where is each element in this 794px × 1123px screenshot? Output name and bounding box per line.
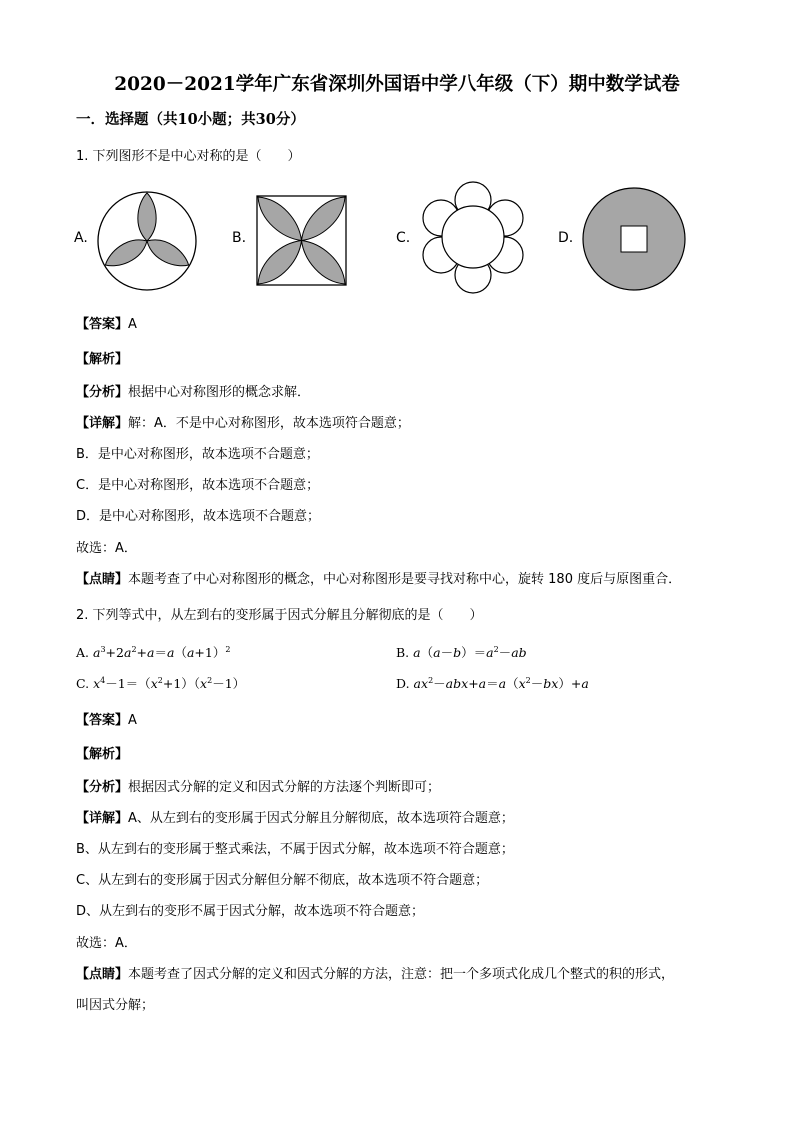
q2-stem: 2. 下列等式中，从左到右的变形属于因式分解且分解彻底的是（ ） [76, 608, 483, 623]
q1-figure-d [582, 187, 686, 291]
q1-figure-a [96, 190, 198, 292]
q2-line-5: D、从左到右的变形不属于因式分解，故本选项不符合题意； [76, 904, 425, 919]
q2-answer-line [76, 709, 137, 728]
q1-line-3: B．是中心对称图形，故本选项不合题意； [76, 447, 319, 462]
q2-option-b: B. $a(a-b)=a^2-ab$ [396, 645, 527, 660]
q1-analysis-tag: 【解析】 [76, 352, 129, 367]
q1-answer-line [76, 313, 137, 332]
q2-line-6: 故选：A． [76, 936, 137, 951]
q1-option-a-label: A. [74, 230, 88, 246]
q1-line-1: 【分析】根据中心对称图形的概念求解． [76, 385, 311, 400]
q2-analysis-tag: 【解析】 [76, 747, 129, 762]
q2-line-2: 【详解】A、从左到右的变形属于因式分解且分解彻底，故本选项符合题意； [76, 811, 514, 826]
q1-answer-value: A [128, 317, 137, 332]
page-title: 2020－2021学年广东省深圳外国语中学八年级（下）期中数学试卷 [114, 74, 680, 95]
q2-line-8: 叫因式分解； [76, 998, 155, 1013]
q1-figure-c [418, 181, 528, 295]
q1-line-5: D．是中心对称图形，故本选项不合题意； [76, 509, 321, 524]
q1-option-b-label: B. [232, 230, 247, 246]
q1-line-7: 【点睛】本题考查了中心对称图形的概念，中心对称图形是要寻找对称中心，旋转 180 度后与原图重合． [76, 572, 682, 587]
q1-line-4: C．是中心对称图形，故本选项不合题意； [76, 478, 320, 493]
q2-option-c: C. $x^4-1=(x^2+1)(x^2-1)$ [76, 676, 246, 691]
q2-line-3: B、从左到右的变形属于整式乘法，不属于因式分解，故本选项不符合题意； [76, 842, 514, 857]
q1-answer-tag: 【答案】 [76, 317, 129, 332]
section-heading: 一．选择题（共10小题；共30分） [76, 111, 305, 128]
q1-line-2: 【详解】解：A．不是中心对称图形，故本选项符合题意； [76, 416, 410, 431]
q1-line-6: 故选：A． [76, 541, 137, 556]
q1-option-d-label: D. [558, 230, 574, 246]
q2-line-4: C、从左到右的变形属于因式分解但分解不彻底，故本选项不符合题意； [76, 873, 489, 888]
q1-figure-b [256, 195, 347, 286]
q2-line-1: 【分析】根据因式分解的定义和因式分解的方法逐个判断即可； [76, 780, 441, 795]
q1-option-c-label: C. [396, 230, 411, 246]
q2-answer-value: A [128, 713, 137, 728]
q2-option-d: D. $ax^2-abx+a=a(x^2-bx)+a$ [396, 676, 589, 691]
q2-answer-tag: 【答案】 [76, 713, 129, 728]
q2-line-7: 【点睛】本题考查了因式分解的定义和因式分解的方法，注意：把一个多项式化成几个整式的积的形式， [76, 967, 675, 982]
q2-option-a: A. $a^3+2a^2+a=a(a+1)^2$ [76, 645, 231, 660]
q1-stem: 1. 下列图形不是中心对称的是（ ） [76, 149, 301, 164]
